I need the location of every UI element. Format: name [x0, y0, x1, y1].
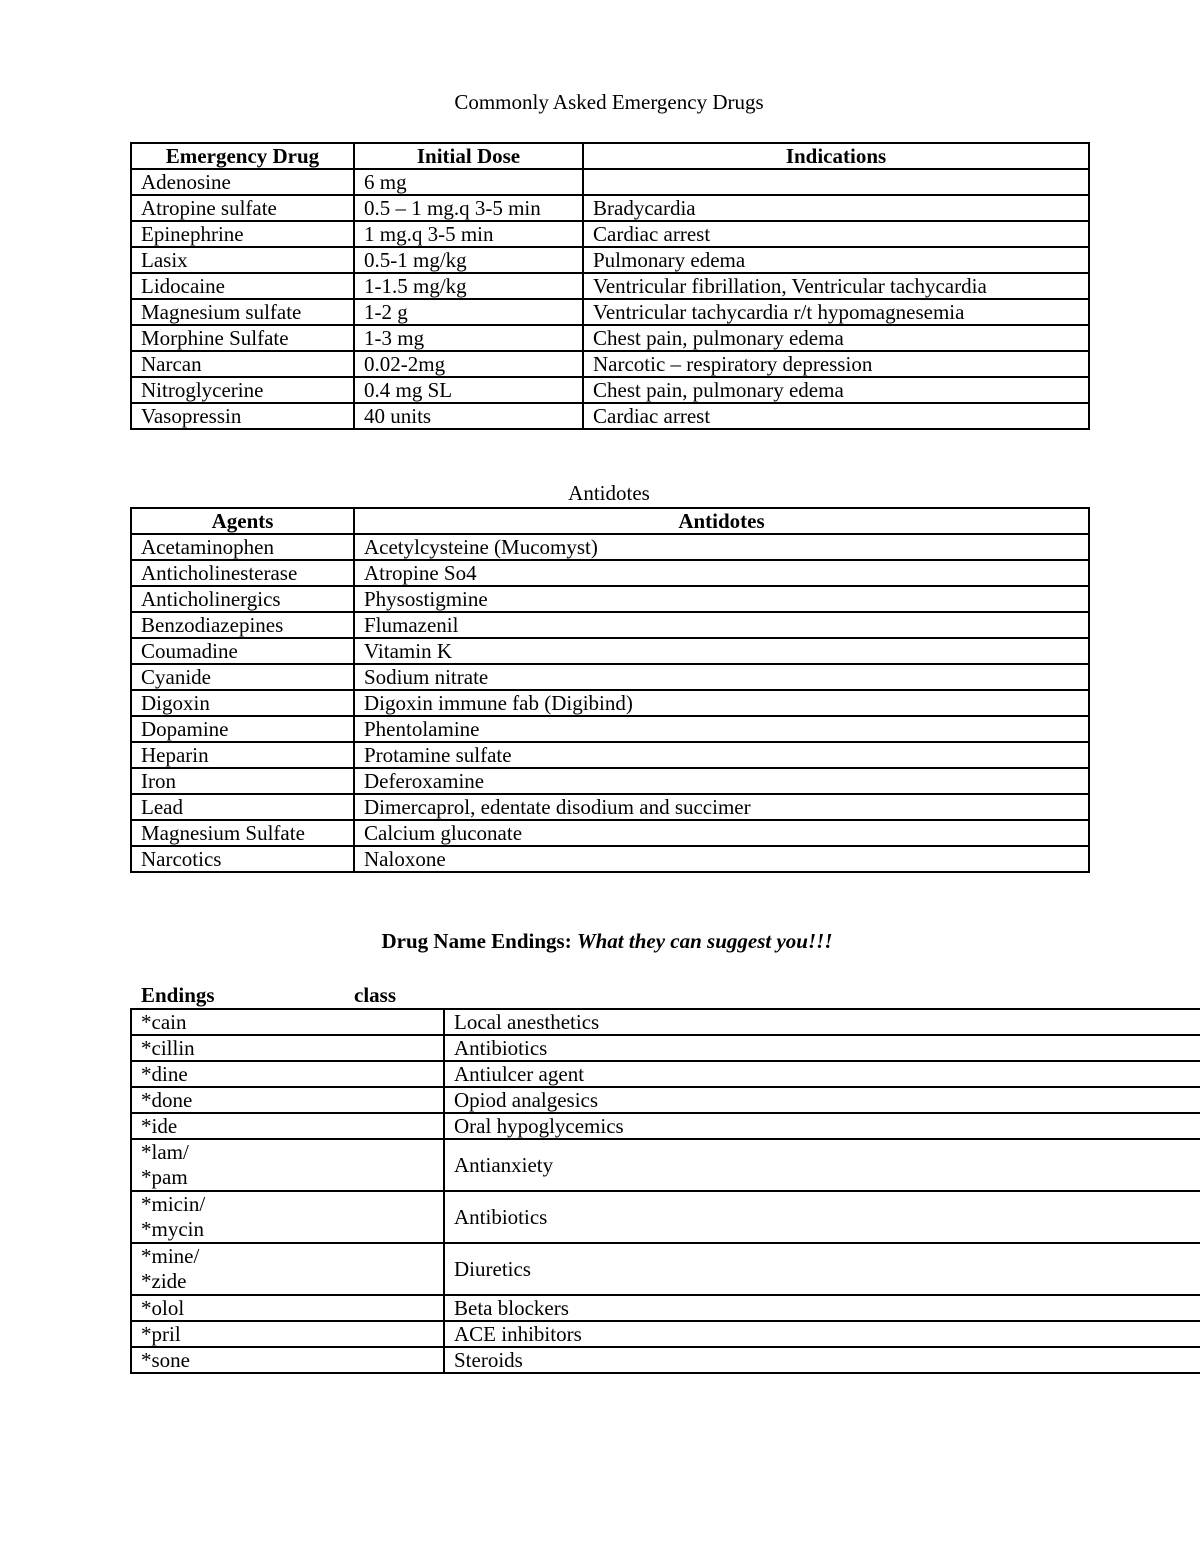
- table-cell: Epinephrine: [131, 221, 354, 247]
- table-cell: Dimercaprol, edentate disodium and succimer: [354, 794, 1089, 820]
- table-cell: 0.5 – 1 mg.q 3-5 min: [354, 195, 583, 221]
- table-header-row: [131, 143, 1089, 169]
- table-row: [131, 820, 1089, 846]
- table-row: [131, 664, 1089, 690]
- table-cell: Atropine sulfate: [131, 195, 354, 221]
- endings-subtitle: What they can suggest you!!!: [576, 929, 833, 953]
- table-cell: Morphine Sulfate: [131, 325, 354, 351]
- column-header: Initial Dose: [354, 143, 583, 169]
- table-row: [131, 1191, 1200, 1243]
- table-row: [131, 1035, 1200, 1061]
- table-row: [131, 586, 1089, 612]
- table-cell: Physostigmine: [354, 586, 1089, 612]
- table-cell: Magnesium Sulfate: [131, 820, 354, 846]
- class-column-header: class: [354, 983, 396, 1007]
- table-row: [131, 846, 1089, 872]
- table-cell: *micin/ *mycin: [131, 1191, 444, 1243]
- table-cell: Anticholinergics: [131, 586, 354, 612]
- table-row: [131, 169, 1089, 195]
- table-cell: *olol: [131, 1295, 444, 1321]
- table-cell: 40 units: [354, 403, 583, 429]
- table-cell: Local anesthetics: [444, 1009, 1200, 1035]
- table-row: [131, 1113, 1200, 1139]
- table-cell: Heparin: [131, 742, 354, 768]
- column-header: Antidotes: [354, 508, 1089, 534]
- table-cell: Deferoxamine: [354, 768, 1089, 794]
- table-cell: Oral hypoglycemics: [444, 1113, 1200, 1139]
- table-row: [131, 1321, 1200, 1347]
- table-cell: Antiulcer agent: [444, 1061, 1200, 1087]
- table-cell: Adenosine: [131, 169, 354, 195]
- table-cell: 0.02-2mg: [354, 351, 583, 377]
- endings-column-header: Endings: [141, 983, 215, 1007]
- table-cell: Nitroglycerine: [131, 377, 354, 403]
- table-cell: ACE inhibitors: [444, 1321, 1200, 1347]
- table-row: [131, 1087, 1200, 1113]
- table-cell: Anticholinesterase: [131, 560, 354, 586]
- table-cell: Chest pain, pulmonary edema: [583, 325, 1089, 351]
- table-cell: 1-2 g: [354, 299, 583, 325]
- table-cell: *ide: [131, 1113, 444, 1139]
- table-cell: 6 mg: [354, 169, 583, 195]
- table-cell: *lam/ *pam: [131, 1139, 444, 1191]
- table-cell: [583, 169, 1089, 195]
- table-cell: Cardiac arrest: [583, 403, 1089, 429]
- table-cell: Ventricular fibrillation, Ventricular tachycardia: [583, 273, 1089, 299]
- table-cell: Lasix: [131, 247, 354, 273]
- table-cell: *mine/ *zide: [131, 1243, 444, 1295]
- table-cell: Atropine So4: [354, 560, 1089, 586]
- table-cell: Bradycardia: [583, 195, 1089, 221]
- table-cell: Steroids: [444, 1347, 1200, 1373]
- table-cell: Narcotics: [131, 846, 354, 872]
- table-cell: 0.4 mg SL: [354, 377, 583, 403]
- table-cell: *sone: [131, 1347, 444, 1373]
- table-cell: Dopamine: [131, 716, 354, 742]
- endings-title-label: Drug Name Endings:: [381, 929, 572, 953]
- table-cell: Phentolamine: [354, 716, 1089, 742]
- document-title: Commonly Asked Emergency Drugs: [454, 90, 764, 114]
- table-cell: Narcan: [131, 351, 354, 377]
- table-cell: Digoxin: [131, 690, 354, 716]
- table-row: [131, 403, 1089, 429]
- table-cell: 1 mg.q 3-5 min: [354, 221, 583, 247]
- column-header: Indications: [583, 143, 1089, 169]
- table-cell: 1-1.5 mg/kg: [354, 273, 583, 299]
- table-cell: *pril: [131, 1321, 444, 1347]
- table-cell: Pulmonary edema: [583, 247, 1089, 273]
- table-row: [131, 1347, 1200, 1373]
- table-cell: Flumazenil: [354, 612, 1089, 638]
- table-cell: Sodium nitrate: [354, 664, 1089, 690]
- table-cell: *done: [131, 1087, 444, 1113]
- table-cell: Chest pain, pulmonary edema: [583, 377, 1089, 403]
- table-cell: Cardiac arrest: [583, 221, 1089, 247]
- table-cell: *cillin: [131, 1035, 444, 1061]
- table-cell: Antibiotics: [444, 1035, 1200, 1061]
- table-cell: Acetaminophen: [131, 534, 354, 560]
- table-cell: Lead: [131, 794, 354, 820]
- table-cell: *cain: [131, 1009, 444, 1035]
- table-cell: Iron: [131, 768, 354, 794]
- table-cell: Naloxone: [354, 846, 1089, 872]
- table-cell: Acetylcysteine (Mucomyst): [354, 534, 1089, 560]
- table-row: [131, 794, 1089, 820]
- endings-title: [0, 926, 1200, 956]
- table-row: [131, 221, 1089, 247]
- table-cell: Ventricular tachycardia r/t hypomagnesemia: [583, 299, 1089, 325]
- antidotes-table: [130, 507, 1090, 873]
- table-header-row: [131, 508, 1089, 534]
- table-cell: 1-3 mg: [354, 325, 583, 351]
- table-row: [131, 247, 1089, 273]
- table-row: [131, 1295, 1200, 1321]
- column-header: Agents: [131, 508, 354, 534]
- table-cell: Magnesium sulfate: [131, 299, 354, 325]
- table-row: [131, 768, 1089, 794]
- table-row: [131, 534, 1089, 560]
- table-cell: *dine: [131, 1061, 444, 1087]
- table-row: [131, 299, 1089, 325]
- table-cell: Diuretics: [444, 1243, 1200, 1295]
- table-row: [131, 742, 1089, 768]
- table-row: [131, 195, 1089, 221]
- table-cell: Benzodiazepines: [131, 612, 354, 638]
- table-cell: Antianxiety: [444, 1139, 1200, 1191]
- table-cell: Protamine sulfate: [354, 742, 1089, 768]
- table-row: [131, 273, 1089, 299]
- table-row: [131, 377, 1089, 403]
- table-cell: Cyanide: [131, 664, 354, 690]
- table-row: [131, 1061, 1200, 1087]
- column-header: Emergency Drug: [131, 143, 354, 169]
- antidotes-title: Antidotes: [568, 481, 650, 505]
- table-row: [131, 638, 1089, 664]
- table-cell: Coumadine: [131, 638, 354, 664]
- table-row: [131, 325, 1089, 351]
- table-row: [131, 1243, 1200, 1295]
- table-cell: Narcotic – respiratory depression: [583, 351, 1089, 377]
- table-row: [131, 1009, 1200, 1035]
- table-cell: Beta blockers: [444, 1295, 1200, 1321]
- table-cell: Vitamin K: [354, 638, 1089, 664]
- table-cell: Calcium gluconate: [354, 820, 1089, 846]
- table-row: [131, 716, 1089, 742]
- table-cell: Digoxin immune fab (Digibind): [354, 690, 1089, 716]
- table-cell: Opiod analgesics: [444, 1087, 1200, 1113]
- table-cell: Vasopressin: [131, 403, 354, 429]
- table-row: [131, 690, 1089, 716]
- table-row: [131, 560, 1089, 586]
- table-row: [131, 1139, 1200, 1191]
- table-cell: Antibiotics: [444, 1191, 1200, 1243]
- emergency-drugs-table: [130, 142, 1090, 430]
- table-cell: Lidocaine: [131, 273, 354, 299]
- table-cell: 0.5-1 mg/kg: [354, 247, 583, 273]
- table-row: [131, 351, 1089, 377]
- table-row: [131, 612, 1089, 638]
- drug-endings-table: [130, 1008, 1200, 1374]
